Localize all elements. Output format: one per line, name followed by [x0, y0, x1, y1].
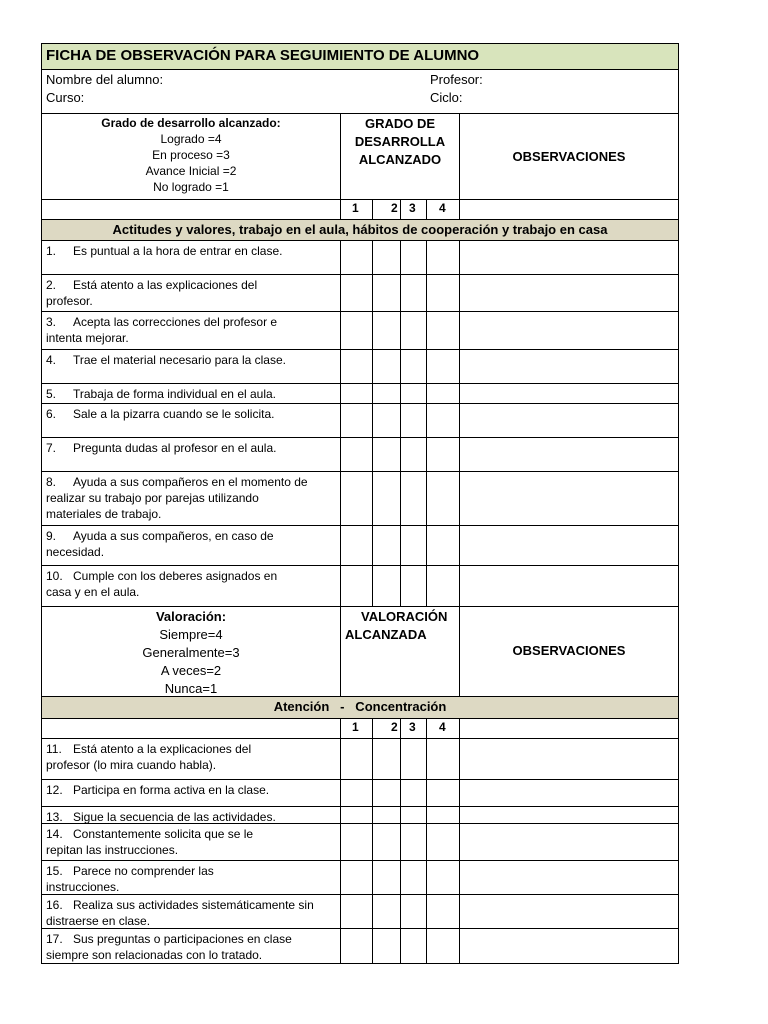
item-line: Trabaja de forma individual en el aula. — [73, 387, 277, 401]
grade-1-cell[interactable] — [340, 404, 372, 437]
item-number: 17. — [46, 932, 63, 946]
item-line: Parece no comprender las — [73, 864, 214, 878]
table-row — [41, 438, 679, 472]
section-1-header — [41, 220, 679, 241]
grade-1-cell[interactable] — [340, 241, 372, 274]
item-text — [46, 528, 338, 560]
grade-2-cell[interactable] — [372, 895, 400, 928]
grade-1-cell[interactable] — [340, 929, 372, 963]
grade-4-cell[interactable] — [426, 861, 459, 894]
grade-1-cell[interactable] — [340, 526, 372, 565]
grade-2-cell[interactable] — [372, 739, 400, 779]
grade-2-cell[interactable] — [372, 241, 400, 274]
item-number: 3. — [46, 315, 57, 329]
item-line: profesor. — [46, 294, 93, 308]
item-text — [46, 352, 338, 368]
item-line: Sus preguntas o participaciones en clase — [73, 932, 292, 946]
scale-label: 4 — [439, 720, 446, 734]
item-text — [46, 782, 338, 798]
item-line: Constantemente solicita que se le — [73, 827, 254, 841]
grade-4-cell[interactable] — [426, 404, 459, 437]
observations-header-cell — [459, 114, 678, 199]
observations-header: OBSERVACIONES — [512, 149, 626, 164]
table-row — [41, 566, 679, 607]
scale-obs-cell — [459, 719, 678, 738]
item-line: Ayuda a sus compañeros, en caso de — [73, 529, 274, 543]
grade-1-cell[interactable] — [340, 275, 372, 311]
observations-cell[interactable] — [459, 438, 678, 471]
grade-4-cell[interactable] — [426, 384, 459, 403]
grade-header-line: GRADO DE — [364, 116, 436, 131]
grade-legend-line: En proceso =3 — [152, 148, 230, 162]
item-number: 5. — [46, 387, 57, 401]
grade-1-cell[interactable] — [340, 895, 372, 928]
grade-3-cell[interactable] — [400, 350, 426, 383]
valuation-legend-line: Siempre=4 — [159, 627, 223, 642]
grade-2-cell[interactable] — [372, 404, 400, 437]
grade-3-cell[interactable] — [400, 739, 426, 779]
grade-4-cell[interactable] — [426, 472, 459, 525]
observations-cell[interactable] — [459, 566, 678, 606]
grade-3-cell[interactable] — [400, 472, 426, 525]
grade-2-cell[interactable] — [372, 350, 400, 383]
grade-4-cell[interactable] — [426, 526, 459, 565]
item-line: Trae el material necesario para la clase. — [73, 353, 286, 367]
item-text — [46, 386, 338, 402]
table-row — [41, 861, 679, 895]
grade-1-cell[interactable] — [340, 312, 372, 349]
grade-1-cell[interactable] — [340, 566, 372, 606]
item-number: 14. — [46, 827, 63, 841]
grade-4-cell[interactable] — [426, 895, 459, 928]
table-row — [41, 739, 679, 780]
grade-3-cell[interactable] — [400, 275, 426, 311]
cycle-label: Ciclo: — [430, 90, 463, 105]
grade-2-cell[interactable] — [372, 438, 400, 471]
scale-cell-3 — [400, 200, 426, 219]
teacher-label: Profesor: — [430, 72, 483, 87]
item-line: siempre son relacionadas con lo tratado. — [46, 948, 263, 962]
item-text — [46, 440, 338, 456]
item-text — [46, 826, 338, 858]
observations-cell[interactable] — [459, 384, 678, 403]
grade-3-cell[interactable] — [400, 241, 426, 274]
item-number: 4. — [46, 353, 57, 367]
valuation-header-line: ALCANZADA — [345, 627, 427, 642]
scale-cell-2 — [372, 200, 400, 219]
table-row — [41, 350, 679, 384]
form-title-row — [41, 43, 679, 70]
item-line: instrucciones. — [46, 880, 120, 894]
scale-label: 4 — [439, 201, 446, 215]
item-line: Acepta las correcciones del profesor e — [73, 315, 278, 329]
item-number: 2. — [46, 278, 57, 292]
grade-3-cell[interactable] — [400, 824, 426, 860]
grade-legend-line: No logrado =1 — [153, 180, 229, 194]
item-text — [46, 474, 338, 522]
scale-cell-4 — [426, 200, 459, 219]
table-row — [41, 384, 679, 404]
item-text — [46, 568, 338, 600]
student-info-row — [41, 70, 679, 114]
item-text — [46, 897, 338, 929]
section-2-header — [41, 697, 679, 719]
observations-cell[interactable] — [459, 275, 678, 311]
observations-cell[interactable] — [459, 739, 678, 779]
item-line: Está atento a la explicaciones del — [73, 742, 252, 756]
grade-3-cell[interactable] — [400, 312, 426, 349]
item-line: Realiza sus actividades sistemáticamente sin — [73, 898, 314, 912]
item-number: 1. — [46, 244, 57, 258]
item-text — [46, 863, 338, 895]
grade-2-cell[interactable] — [372, 275, 400, 311]
item-line: casa y en el aula. — [46, 585, 140, 599]
scale-row — [41, 200, 679, 220]
grade-4-cell[interactable] — [426, 275, 459, 311]
valuation-legend-row — [41, 607, 679, 697]
student-name-label: Nombre del alumno: — [46, 72, 164, 87]
item-line: Cumple con los deberes asignados en — [73, 569, 278, 583]
grade-1-cell[interactable] — [340, 472, 372, 525]
scale-label: 2 — [391, 201, 398, 215]
table-row — [41, 929, 679, 964]
item-number: 15. — [46, 864, 63, 878]
observation-form — [41, 43, 679, 964]
observations-cell[interactable] — [459, 895, 678, 928]
grade-4-cell[interactable] — [426, 566, 459, 606]
item-number: 13. — [46, 810, 63, 824]
scale-cell-1 — [340, 200, 372, 219]
item-line: necesidad. — [46, 545, 105, 559]
grade-1-cell[interactable] — [340, 350, 372, 383]
item-text — [46, 314, 338, 346]
observations-cell[interactable] — [459, 404, 678, 437]
observations-header: OBSERVACIONES — [512, 643, 626, 658]
item-text — [46, 741, 338, 773]
item-line: repitan las instrucciones. — [46, 843, 179, 857]
scale-obs-cell — [459, 200, 678, 219]
item-line: intenta mejorar. — [46, 331, 129, 345]
observations-cell[interactable] — [459, 526, 678, 565]
table-row — [41, 824, 679, 861]
scale-cell-4 — [426, 719, 459, 738]
observations-cell[interactable] — [459, 780, 678, 806]
observations-cell[interactable] — [459, 824, 678, 860]
observations-header-cell-2 — [459, 607, 678, 696]
item-line: Sigue la secuencia de las actividades. — [73, 810, 276, 824]
table-row — [41, 780, 679, 807]
grade-2-cell[interactable] — [372, 929, 400, 963]
observations-cell[interactable] — [459, 929, 678, 963]
scale-label: 2 — [391, 720, 398, 734]
item-number: 16. — [46, 898, 63, 912]
item-line: Sale a la pizarra cuando se le solicita. — [73, 407, 275, 421]
grade-4-cell[interactable] — [426, 350, 459, 383]
course-label: Curso: — [46, 90, 85, 105]
valuation-header-cell — [340, 607, 459, 696]
item-line: Es puntual a la hora de entrar en clase. — [73, 244, 283, 258]
valuation-legend — [42, 608, 340, 698]
grade-legend-heading: Grado de desarrollo alcanzado: — [101, 116, 281, 130]
item-number: 8. — [46, 475, 57, 489]
valuation-legend-heading: Valoración: — [155, 609, 227, 624]
item-number: 7. — [46, 441, 57, 455]
scale-label: 3 — [409, 720, 416, 734]
grade-3-cell[interactable] — [400, 895, 426, 928]
observations-cell[interactable] — [459, 312, 678, 349]
grade-1-cell[interactable] — [340, 438, 372, 471]
item-text — [46, 931, 338, 963]
grade-3-cell[interactable] — [400, 438, 426, 471]
table-row — [41, 807, 679, 824]
valuation-legend-line: Generalmente=3 — [142, 645, 240, 660]
grade-2-cell[interactable] — [372, 780, 400, 806]
grade-legend-line: Avance Inicial =2 — [145, 164, 237, 178]
grade-4-cell[interactable] — [426, 241, 459, 274]
grade-header-line: DESARROLLA — [354, 134, 446, 149]
item-line: Está atento a las explicaciones del — [73, 278, 258, 292]
item-number: 10. — [46, 569, 63, 583]
item-line: Ayuda a sus compañeros en el momento de — [73, 475, 308, 489]
grade-2-cell[interactable] — [372, 861, 400, 894]
observations-cell[interactable] — [459, 807, 678, 823]
observations-cell[interactable] — [459, 861, 678, 894]
grade-3-cell[interactable] — [400, 780, 426, 806]
grade-legend-line: Logrado =4 — [160, 132, 222, 146]
item-text — [46, 243, 338, 259]
grade-3-cell[interactable] — [400, 526, 426, 565]
item-line: Pregunta dudas al profesor en el aula. — [73, 441, 277, 455]
grade-1-cell[interactable] — [340, 739, 372, 779]
grade-2-cell[interactable] — [372, 526, 400, 565]
table-row — [41, 472, 679, 526]
grade-2-cell[interactable] — [372, 824, 400, 860]
grade-4-cell[interactable] — [426, 312, 459, 349]
item-line: realizar su trabajo por parejas utilizando — [46, 491, 259, 505]
grade-4-cell[interactable] — [426, 438, 459, 471]
grade-4-cell[interactable] — [426, 780, 459, 806]
scale-row-2 — [41, 719, 679, 739]
table-row — [41, 241, 679, 275]
observations-cell[interactable] — [459, 472, 678, 525]
scale-label: 3 — [409, 201, 416, 215]
scale-cell-1 — [340, 719, 372, 738]
grade-2-cell[interactable] — [372, 384, 400, 403]
grade-3-cell[interactable] — [400, 404, 426, 437]
grade-2-cell[interactable] — [372, 312, 400, 349]
scale-cell-3 — [400, 719, 426, 738]
grade-3-cell[interactable] — [400, 861, 426, 894]
table-row — [41, 404, 679, 438]
valuation-header-line: VALORACIÓN — [361, 609, 448, 624]
item-number: 9. — [46, 529, 57, 543]
item-number: 12. — [46, 783, 63, 797]
grade-3-cell[interactable] — [400, 566, 426, 606]
table-row — [41, 312, 679, 350]
valuation-legend-line: Nunca=1 — [164, 681, 218, 696]
observations-cell[interactable] — [459, 350, 678, 383]
grade-4-cell[interactable] — [426, 739, 459, 779]
table-row — [41, 526, 679, 566]
scale-label: 1 — [352, 720, 359, 734]
grade-header-cell — [340, 114, 459, 199]
grade-1-cell[interactable] — [340, 384, 372, 403]
item-text — [46, 277, 338, 309]
grade-2-cell[interactable] — [372, 807, 400, 823]
table-row — [41, 895, 679, 929]
item-number: 11. — [46, 742, 62, 756]
grade-legend-row — [41, 114, 679, 200]
observations-cell[interactable] — [459, 241, 678, 274]
grade-3-cell[interactable] — [400, 929, 426, 963]
section-1-title: Actitudes y valores, trabajo en el aula, hábitos de cooperación y trabajo en casa — [112, 222, 608, 237]
item-line: profesor (lo mira cuando habla). — [46, 758, 217, 772]
grade-4-cell[interactable] — [426, 929, 459, 963]
item-text — [46, 406, 338, 422]
item-line: materiales de trabajo. — [46, 507, 162, 521]
grade-legend — [42, 115, 340, 195]
scale-cell-2 — [372, 719, 400, 738]
item-line: distraerse en clase. — [46, 914, 151, 928]
grade-2-cell[interactable] — [372, 566, 400, 606]
grade-4-cell[interactable] — [426, 824, 459, 860]
grade-1-cell[interactable] — [340, 780, 372, 806]
grade-4-cell[interactable] — [426, 807, 459, 823]
grade-2-cell[interactable] — [372, 472, 400, 525]
valuation-legend-line: A veces=2 — [160, 663, 222, 678]
grade-3-cell[interactable] — [400, 384, 426, 403]
scale-label: 1 — [352, 201, 359, 215]
table-row — [41, 275, 679, 312]
grade-3-cell[interactable] — [400, 807, 426, 823]
item-line: Participa en forma activa en la clase. — [73, 783, 270, 797]
page-title: FICHA DE OBSERVACIÓN PARA SEGUIMIENTO DE ALUMNO — [46, 47, 480, 64]
grade-header-line: ALCANZADO — [358, 152, 442, 167]
section-2-title: Atención - Concentración — [273, 699, 447, 714]
grade-1-cell[interactable] — [340, 807, 372, 823]
grade-1-cell[interactable] — [340, 861, 372, 894]
item-number: 6. — [46, 407, 57, 421]
item-text — [46, 809, 338, 825]
grade-1-cell[interactable] — [340, 824, 372, 860]
